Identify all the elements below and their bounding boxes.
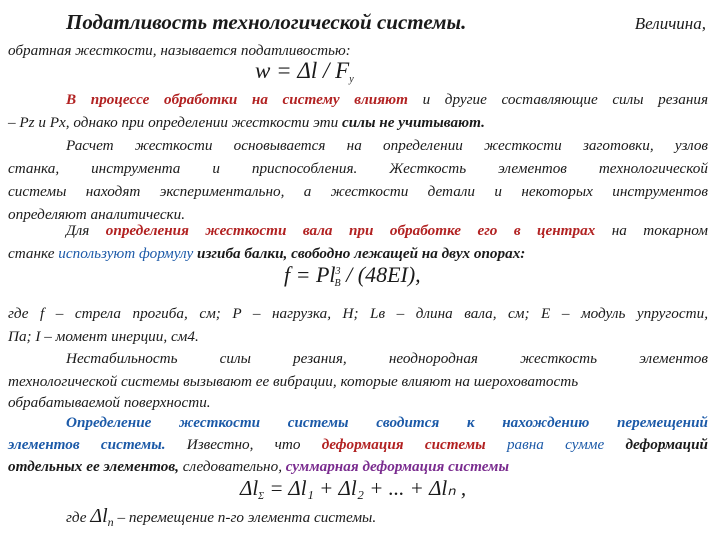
formula2-sub: В (334, 278, 341, 289)
para4-line1: где f – стрела прогиба, см; P – нагрузка, Н; Lв – длина вала, см; E – модуль упругости, (8, 305, 708, 322)
para6-line3-bold: отдельных ее элементов, (8, 458, 179, 475)
para3b-blue1: используют (58, 245, 136, 262)
para6-blue: элементов системы. (8, 436, 166, 453)
para6-line3-text: следовательно, (182, 458, 282, 475)
para3-line2 (8, 245, 720, 263)
heading-tail: Величина, (634, 14, 706, 33)
heading-line (66, 10, 706, 35)
para2-line2: станка, инструмента и приспособления. Жесткость элементов технологической (8, 160, 708, 177)
para2-line3: системы находят экспериментально, а жесткости детали и некоторых инструментов (8, 183, 708, 200)
heading-title: Податливость технологической системы. (66, 10, 467, 34)
para3-highlight: определения жесткости вала при обработке его в центрах (105, 222, 596, 239)
para1-line2 (8, 114, 720, 132)
para5-line3: обрабатываемой поверхности. (8, 394, 211, 411)
para6-blue2: равна сумме (506, 436, 605, 453)
para2-line1: Расчет жесткости основывается на определении жесткости заготовки, узлов (66, 137, 708, 154)
para5-line1: Нестабильность силы резания, неоднородная жесткость элементов (66, 350, 708, 367)
para4-line2: Па; I – момент инерции, см4. (8, 328, 199, 345)
formula2-lhs: f (284, 262, 291, 287)
para3b-blue2: формулу (139, 245, 194, 262)
formula3-sub: Σ (258, 491, 265, 502)
deflection-formula (284, 262, 421, 288)
para1b-start: – Pz и Px, однако при определении жесткости эти (8, 114, 339, 131)
formula2-rhs: / (48EI), (346, 262, 421, 287)
para6-red: деформация системы (321, 436, 486, 453)
formula2-sup: 3 (335, 266, 341, 277)
para6-line1: Определение жесткости системы сводится к нахождению перемещений (66, 414, 708, 431)
definition-line: обратная жесткости, называется податливостью: (8, 42, 351, 59)
para1-line1 (66, 91, 708, 109)
para1b-bold: силы не учитывают. (341, 114, 485, 131)
compliance-formula (255, 58, 354, 84)
formula3-rhs: = Δl₁ + Δl₂ + ... + Δlₙ , (269, 476, 467, 500)
para7-sub: n (107, 515, 114, 529)
para7-end: – перемещение n-го элемента системы. (117, 509, 377, 526)
para7-line (66, 505, 720, 528)
para3-end: на токарном (611, 222, 708, 239)
para3b-bold: изгиба балки, свободно лежащей на двух опорах: (197, 245, 526, 262)
para6-line2 (8, 436, 708, 454)
formula1-lhs: w (255, 58, 271, 83)
formula3-lhs: Δl (240, 476, 259, 500)
para6-text: Известно, что (186, 436, 301, 453)
para7-symbol: Δl (90, 505, 108, 527)
para2-line4: определяют аналитически. (8, 206, 186, 223)
para3-start: Для (66, 222, 90, 239)
sum-formula (240, 476, 466, 501)
para7-start: где (66, 509, 87, 526)
formula2-mid: = Pl (295, 262, 336, 287)
para1-highlight: В процессе обработки на систему влияют (66, 91, 408, 108)
para6-bold: деформаций (625, 436, 708, 453)
formula1-sub: y (349, 74, 354, 85)
formula1-rhs: = Δl / F (276, 58, 350, 83)
para6-line3-purple: суммарная деформация системы (285, 458, 509, 475)
para3b-start: станке (8, 245, 55, 262)
para1-rest: и другие составляющие силы резания (422, 91, 709, 108)
para5-line2: технологической системы вызывают ее вибрации, которые влияют на шероховатость (8, 373, 579, 390)
para6-line3 (8, 458, 720, 476)
para3-line1 (66, 222, 708, 240)
